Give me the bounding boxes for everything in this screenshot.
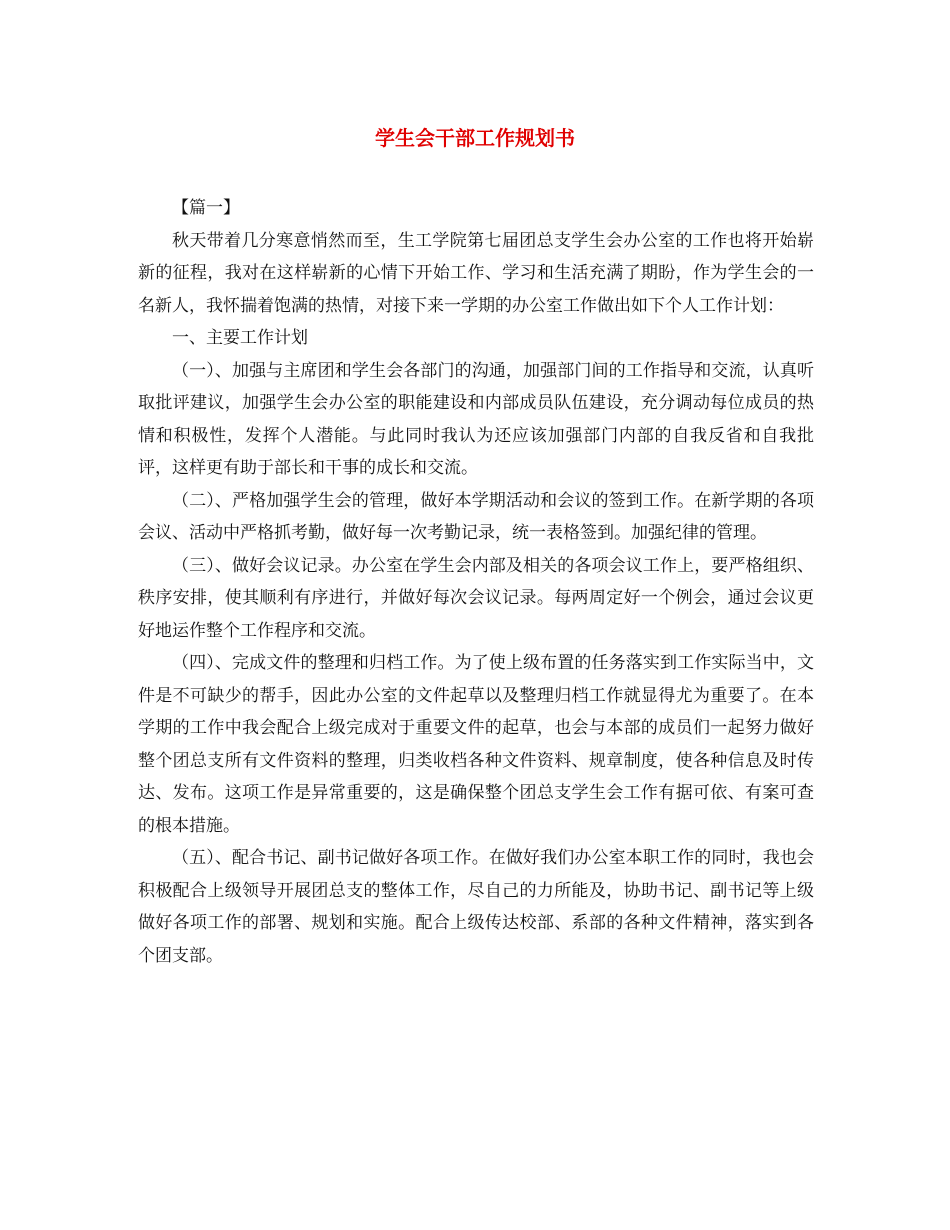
document-title: 学生会干部工作规划书 [375,126,575,150]
document-body [138,192,814,972]
paragraph-intro: 秋天带着几分寒意悄然而至，生工学院第七届团总支学生会办公室的工作也将开始崭新的征程，我对在这样崭新的心情下开始工作、学习和生活充满了期盼，作为学生会的一名新人，我怀揣着饱满的热情，对接下来一学期的办公室工作做出如下个人工作计划： [138,230,814,316]
paragraph-plan-1: （一）、加强与主席团和学生会各部门的沟通，加强部门间的工作指导和交流，认真听取批评建议，加强学生会办公室的职能建设和内部成员队伍建设，充分调动每位成员的热情和积极性，发挥个人潜能。与此同时我认为还应该加强部门内部的自我反省和自我批评，这样更有助于部长和干事的成长和交流。 [138,360,814,478]
paragraph-plan-2: （二）、严格加强学生会的管理，做好本学期活动和会议的签到工作。在新学期的各项会议、活动中严格抓考勤，做好每一次考勤记录，统一表格签到。加强纪律的管理。 [138,490,814,543]
paragraph-plan-3: （三）、做好会议记录。办公室在学生会内部及相关的各项会议工作上，要严格组织、秩序安排，使其顺利有序进行，并做好每次会议记录。每两周定好一个例会，通过会议更好地运作整个工作程序和交流。 [138,555,814,641]
paragraph-plan-5: （五）、配合书记、副书记做好各项工作。在做好我们办公室本职工作的同时，我也会积极配合上级领导开展团总支的整体工作，尽自己的力所能及，协助书记、副书记等上级做好各项工作的部署、规划和实施。配合上级传达校部、系部的各种文件精神，落实到各个团支部。 [138,848,814,966]
paragraph-plan-4: （四）、完成文件的整理和归档工作。为了使上级布置的任务落实到工作实际当中，文件是不可缺少的帮手，因此办公室的文件起草以及整理归档工作就显得尤为重要了。在本学期的工作中我会配合上级完成对于重要文件的起草，也会与本部的成员们一起努力做好整个团总支所有文件资料的整理，归类收档各种文件资料、规章制度，使各种信息及时传达、发布。这项工作是异常重要的，这是确保整个团总支学生会工作有据可依、有案可查的根本措施。 [138,653,814,836]
section-label-part-one: 【篇一】 [172,198,240,218]
section-heading-main-plan: 一、主要工作计划 [172,328,308,348]
